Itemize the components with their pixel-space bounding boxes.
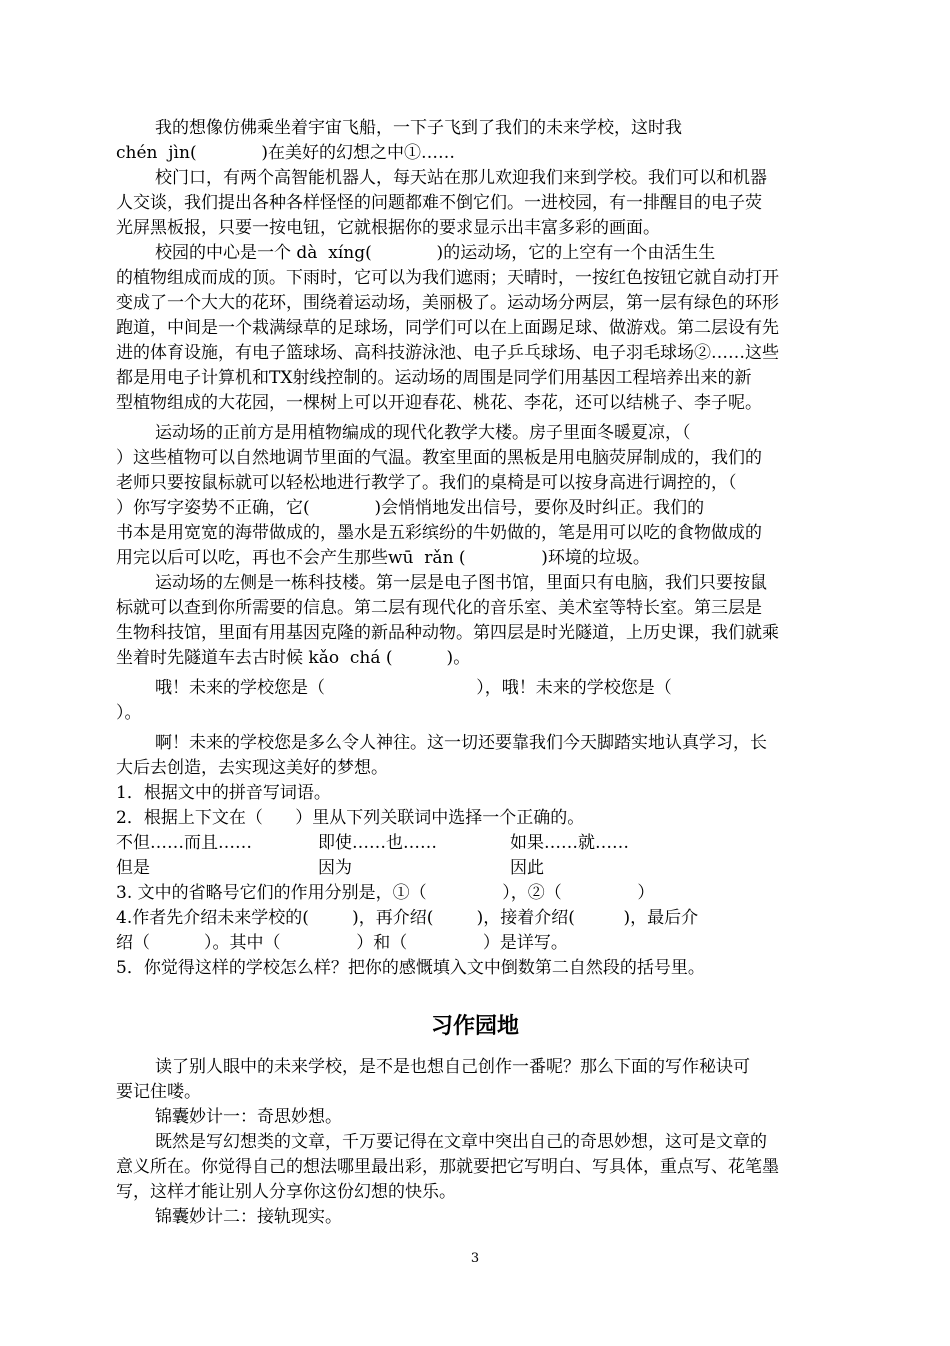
article-line: 用完以后可以吃，再也不会产生那些wū rǎn ( )环境的垃圾。	[116, 548, 650, 568]
article-line: ）你写字姿势不正确，它( )会悄悄地发出信号，要你及时纠正。我们的	[116, 498, 705, 518]
article-line: ）这些植物可以自然地调节里面的气温。教室里面的黑板是用电脑荧屏制成的，我们的	[116, 448, 762, 468]
article-line: 运动场的左侧是一栋科技楼。第一层是电子图书馆，里面只有电脑，我们只要按鼠	[155, 573, 767, 593]
conjunction-option: 不但……而且……	[116, 833, 252, 853]
conjunction-option: 即使……也……	[318, 833, 437, 853]
conjunction-option: 但是	[116, 858, 150, 878]
section-line: 锦囊妙计一：奇思妙想。	[155, 1107, 342, 1127]
article-line: chén jìn( )在美好的幻想之中①……	[116, 143, 456, 163]
article-line: 校门口，有两个高智能机器人，每天站在那儿欢迎我们来到学校。我们可以和机器	[155, 168, 767, 188]
article-line: 啊！未来的学校您是多么令人神往。这一切还要靠我们今天脚踏实地认真学习，长	[155, 733, 767, 753]
article-line: 的植物组成而成的顶。下雨时，它可以为我们遮雨；天晴时，一按红色按钮它就自动打开	[116, 268, 779, 288]
question-1: 1．根据文中的拼音写词语。	[116, 783, 331, 803]
article-line: 我的想像仿佛乘坐着宇宙飞船，一下子飞到了我们的未来学校，这时我	[155, 118, 682, 138]
article-line: 书本是用宽宽的海带做成的，墨水是五彩缤纷的牛奶做的，笔是用可以吃的食物做成的	[116, 523, 762, 543]
article-line: 老师只要按鼠标就可以轻松地进行教学了。我们的桌椅是可以按身高进行调控的，（	[116, 473, 737, 493]
article-line: 人交谈，我们提出各种各样怪怪的问题都难不倒它们。一进校园，有一排醒目的电子荧	[116, 193, 762, 213]
question-2: 2．根据上下文在（ ）里从下列关联词中选择一个正确的。	[116, 808, 585, 828]
conjunction-option: 因为	[318, 858, 352, 878]
section-line: 既然是写幻想类的文章，千万要记得在文章中突出自己的奇思妙想，这可是文章的	[155, 1132, 767, 1152]
article-line: 型植物组成的大花园，一棵树上可以开迎春花、桃花、李花，还可以结桃子、李子呢。	[116, 393, 762, 413]
question-4: 4.作者先介绍未来学校的( )，再介绍( )，接着介绍( )，最后介	[116, 908, 699, 928]
page-number: 3	[470, 1251, 480, 1266]
article-line: 跑道，中间是一个栽满绿草的足球场，同学们可以在上面踢足球、做游戏。第二层设有先	[116, 318, 779, 338]
article-line: 校园的中心是一个 dà xíng( )的运动场，它的上空有一个由活生生	[155, 243, 716, 263]
question-5: 5．你觉得这样的学校怎么样？把你的感慨填入文中倒数第二自然段的括号里。	[116, 958, 705, 978]
article-line: 标就可以查到你所需要的信息。第二层有现代化的音乐室、美术室等特长室。第三层是	[116, 598, 762, 618]
section-line: 写，这样才能让别人分享你这份幻想的快乐。	[116, 1182, 456, 1202]
article-line: 进的体育设施，有电子篮球场、高科技游泳池、电子乒乓球场、电子羽毛球场②……这些	[116, 343, 779, 363]
article-line: 运动场的正前方是用植物编成的现代化教学大楼。房子里面冬暖夏凉，（	[155, 423, 691, 443]
section-line: 意义所在。你觉得自己的想法哪里最出彩，那就要把它写明白、写具体，重点写、花笔墨	[116, 1157, 779, 1177]
conjunction-option: 因此	[510, 858, 544, 878]
section-line: 锦囊妙计二：接轨现实。	[155, 1207, 342, 1227]
question-3: 3. 文中的省略号它们的作用分别是，①（ ），②（ ）	[116, 883, 655, 903]
article-line: ）。	[116, 703, 142, 723]
section-title: 习作园地	[430, 1014, 519, 1039]
article-line: 生物科技馆，里面有用基因克隆的新品种动物。第四层是时光隧道，上历史课，我们就乘	[116, 623, 779, 643]
question-4-continued: 绍（ ）。其中（ ）和（ ）是详写。	[116, 933, 568, 953]
article-line: 都是用电子计算机和TX射线控制的。运动场的周围是同学们用基因工程培养出来的新	[116, 368, 752, 388]
section-line: 要记住喽。	[116, 1082, 201, 1102]
conjunction-option: 如果……就……	[510, 833, 629, 853]
article-line: 变成了一个大大的花环，围绕着运动场，美丽极了。运动场分两层，第一层有绿色的环形	[116, 293, 779, 313]
article-line: 大后去创造，去实现这美好的梦想。	[116, 758, 388, 778]
article-line: 光屏黑板报，只要一按电钮，它就根据你的要求显示出丰富多彩的画面。	[116, 218, 660, 238]
article-line: 哦！未来的学校您是（ ），哦！未来的学校您是（	[155, 678, 672, 698]
article-line: 坐着时先隧道车去古时候 kǎo chá ( )。	[116, 648, 471, 668]
section-line: 读了别人眼中的未来学校，是不是也想自己创作一番呢？那么下面的写作秘诀可	[155, 1057, 750, 1077]
